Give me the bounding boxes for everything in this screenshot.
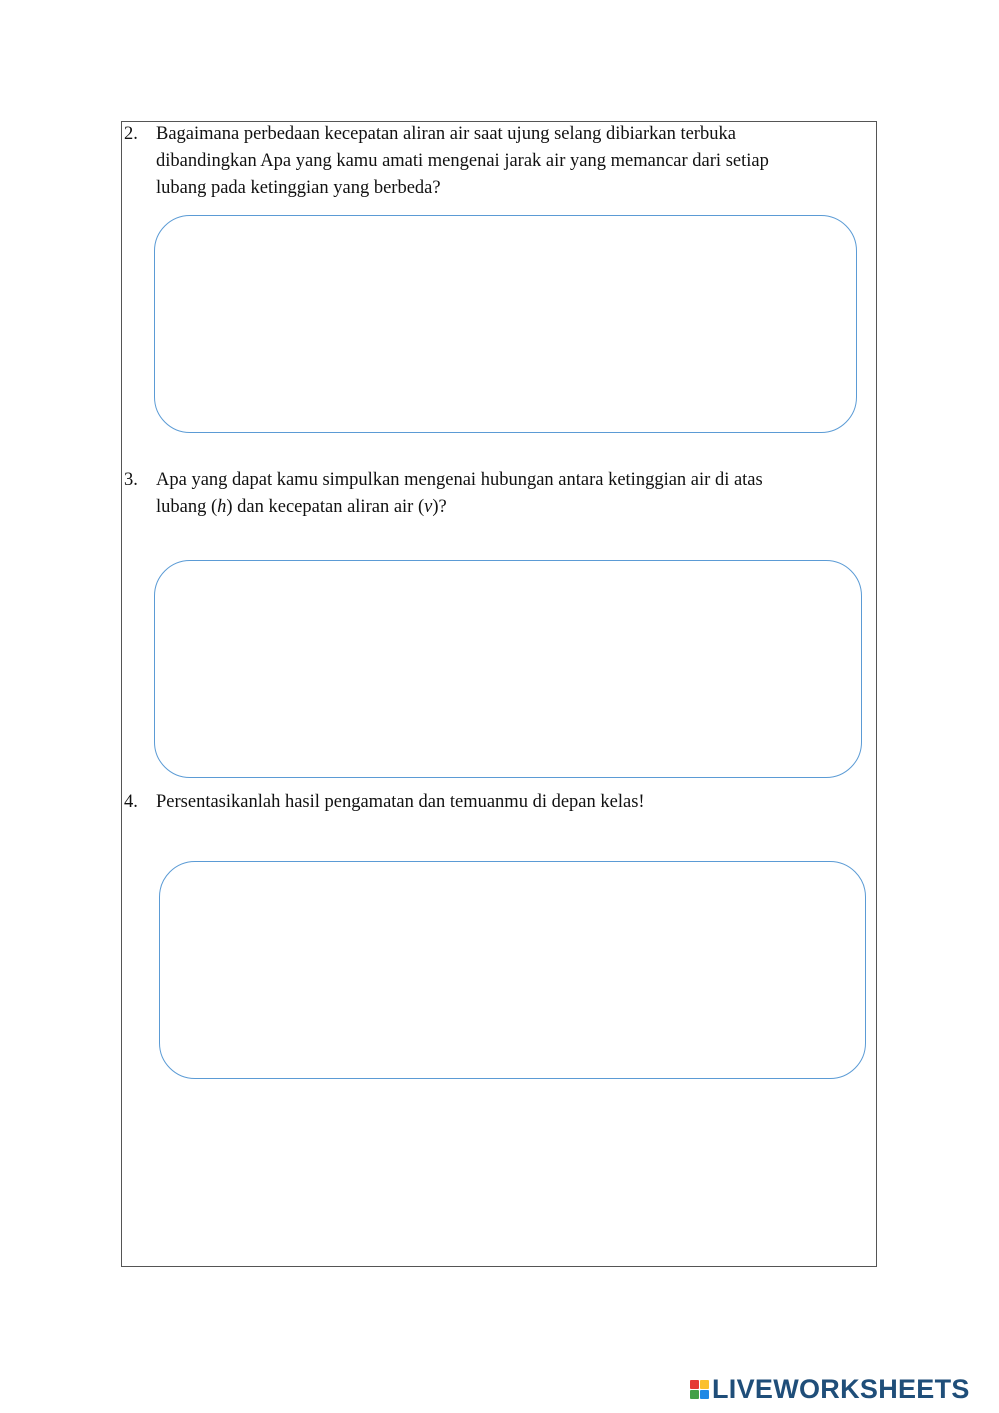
variable-h: h bbox=[217, 497, 227, 517]
liveworksheets-logo bbox=[690, 1374, 970, 1404]
answer-box-4[interactable] bbox=[159, 861, 866, 1079]
question-3 bbox=[124, 467, 844, 521]
question-number: 2. bbox=[124, 124, 138, 144]
variable-v: v bbox=[424, 497, 433, 517]
question-text: Apa yang dapat kamu simpulkan mengenai hubungan antara ketinggian air di atas lubang (h) dan kecepatan aliran air (v)? bbox=[156, 470, 763, 517]
question-2 bbox=[124, 121, 844, 202]
logo-square bbox=[690, 1380, 699, 1389]
logo-grid-icon bbox=[690, 1380, 709, 1399]
question-4 bbox=[124, 789, 844, 816]
answer-box-2[interactable] bbox=[154, 215, 857, 433]
logo-text: LIVEWORKSHEETS bbox=[712, 1374, 970, 1404]
question-text: Persentasikanlah hasil pengamatan dan temuanmu di depan kelas! bbox=[156, 792, 645, 812]
logo-square bbox=[690, 1390, 699, 1399]
logo-square bbox=[700, 1390, 709, 1399]
question-number: 4. bbox=[124, 792, 138, 812]
question-text: Bagaimana perbedaan kecepatan aliran air saat ujung selang dibiarkan terbuka dibandingkan Apa yang kamu amati mengenai jarak air yang memancar dari setiap lubang pada ketinggian yang berbeda? bbox=[156, 124, 769, 198]
logo-square bbox=[700, 1380, 709, 1389]
question-number: 3. bbox=[124, 470, 138, 490]
answer-box-3[interactable] bbox=[154, 560, 862, 778]
